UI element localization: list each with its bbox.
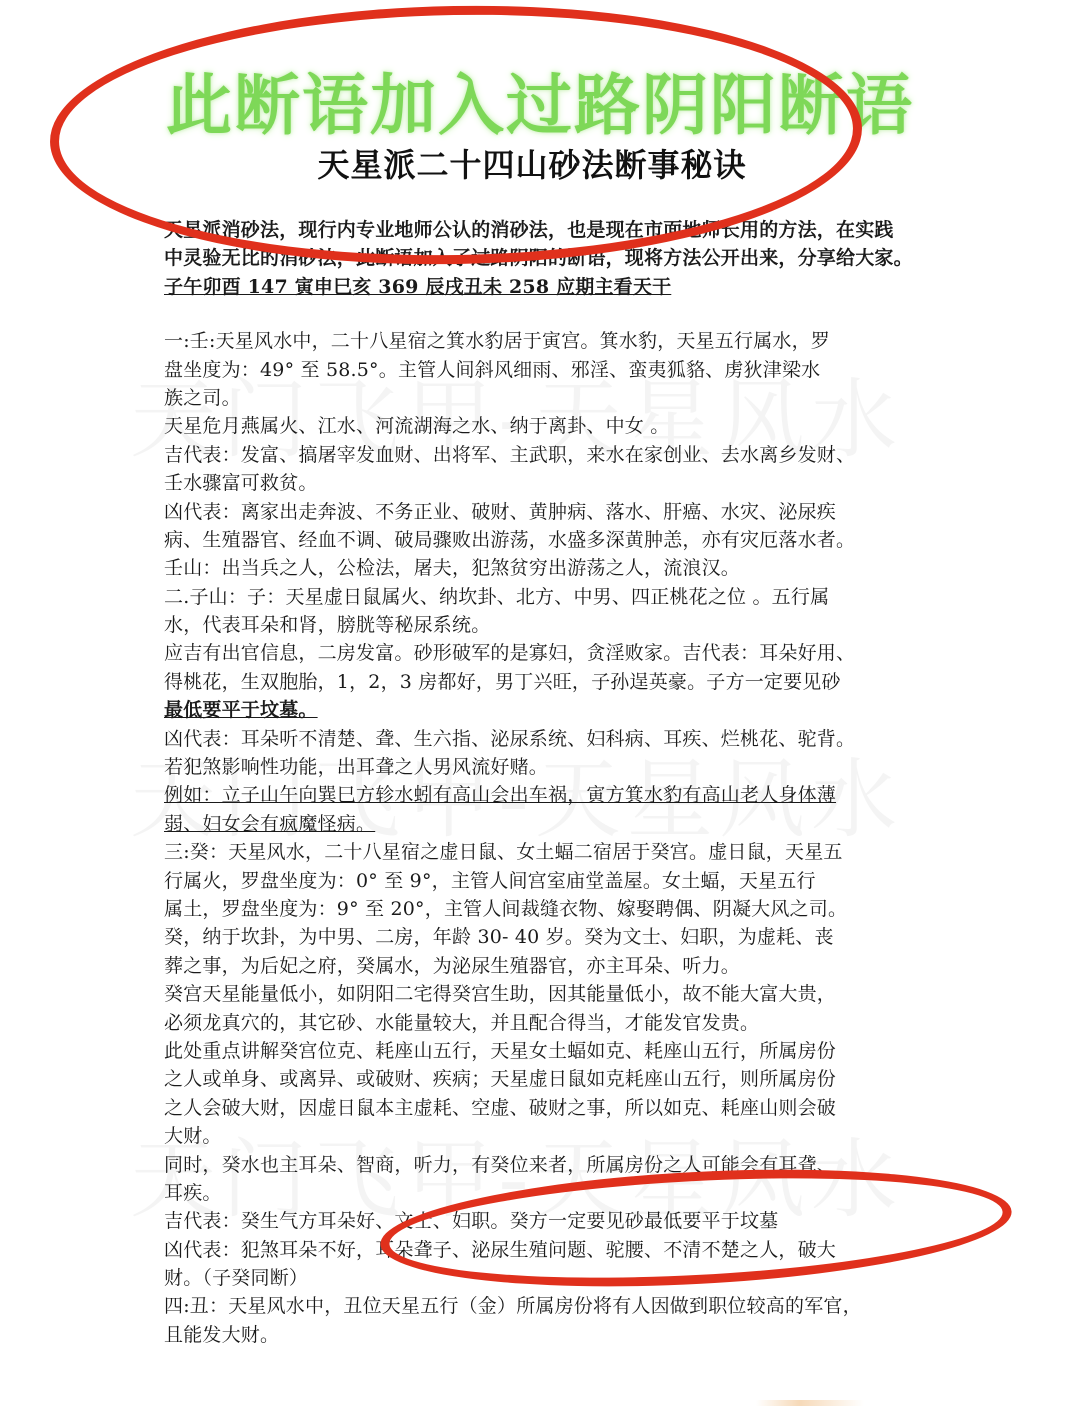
section-gui-line: 癸，纳于坎卦，为中男、二房，年龄 30- 40 岁。癸为文士、妇职，为虚耗、丧 xyxy=(164,926,834,949)
section-gui-line: 癸宫天星能量低小，如阴阳二宅得癸宫生助，因其能量低小，故不能大富大贵， xyxy=(164,983,837,1006)
section-gui-line: 属土，罗盘坐度为：9° 至 20°，主管人间裁缝衣物、嫁娶聘偶、阴凝大风之司。 xyxy=(164,897,848,920)
section-gui-line: 葬之事，为后妃之府，癸属水，为泌尿生殖器官，亦主耳朵、听力。 xyxy=(164,954,741,977)
intro-line: 子午卯酉 147 寅申巳亥 369 辰戌丑未 258 应期主看天干 xyxy=(164,275,672,298)
section-gui-line: 行属火，罗盘坐度为：0° 至 9°，主管人间宫室庙堂盖屋。女土蝠，天星五行 xyxy=(164,869,816,892)
section-zi-line: 若犯煞影响性功能，出耳聋之人男风流好赌。 xyxy=(164,756,549,779)
intro-line: 中灵验无比的消砂法，此断语加入了过路阴阳的断语，现将方法公开出来，分享给大家。 xyxy=(164,247,913,270)
section-gui-line: 耳疾。 xyxy=(164,1181,222,1204)
bottom-edge xyxy=(0,1400,1080,1406)
section-ren-line: 凶代表：离家出走奔波、不务正业、破财、黄肿病、落水、肝癌、水灾、泌尿疾 xyxy=(164,500,837,523)
section-ren-line: 病、生殖器官、经血不调、破局骤败出游荡，水盛多深黄肿恙，亦有灾厄落水者。 xyxy=(164,528,856,551)
section-zi-line: 二.子山：子：天星虚日鼠属火、纳坎卦、北方、中男、四正桃花之位 。五行属 xyxy=(164,585,830,608)
section-zi-line: 应吉有出官信息，二房发富。砂形破军的是寡妇，贪淫败家。吉代表：耳朵好用、 xyxy=(164,642,856,665)
section-gui-line: 之人会破大财，因虚日鼠本主虚耗、空虚、破财之事，所以如克、耗座山则会破 xyxy=(164,1096,837,1119)
section-ren-line: 族之司。 xyxy=(164,386,241,409)
section-ren-line: 天星危月燕属火、江水、河流湖海之水、纳于离卦、中女 。 xyxy=(164,415,670,438)
section-zi-line: 水，代表耳朵和肾，膀胱等秘尿系统。 xyxy=(164,614,491,637)
section-ren-line: 盘坐度为：49° 至 58.5°。主管人间斜风细雨、邪淫、蛮夷狐貉、虏狄津梁水 xyxy=(164,358,821,381)
section-zi-line: 得桃花，生双胞胎，1，2，3 房都好，男丁兴旺，子孙逞英豪。子方一定要见砂 xyxy=(164,670,841,693)
section-gui-line: 必须龙真穴的，其它砂、水能量较大，并且配合得当，才能发官发贵。 xyxy=(164,1011,760,1034)
section-gui-line: 吉代表：癸生气方耳朵好、文士、妇职。癸方一定要见砂最低要平于坟墓 xyxy=(164,1210,779,1233)
section-chou-line: 且能发大财。 xyxy=(164,1323,280,1346)
section-gui-line: 同时，癸水也主耳朵、智商，听力，有癸位来者，所属房份之人可能会有耳聋、 xyxy=(164,1153,837,1176)
section-ren-line: 壬水骤富可救贫。 xyxy=(164,472,318,495)
section-chou-line: 四:丑：天星风水中，丑位天星五行（金）所属房份将有人因做到职位较高的军官， xyxy=(164,1295,862,1318)
section-zi-line: 弱、妇女会有疯魔怪病。 xyxy=(164,812,376,835)
section-gui-line: 三:癸：天星风水，二十八星宿之虚日鼠、女土蝠二宿居于癸宫。虚日鼠，天星五 xyxy=(164,841,843,864)
section-zi-line: 凶代表：耳朵听不清楚、聋、生六指、泌尿系统、妇科病、耳疾、烂桃花、驼背。 xyxy=(164,727,856,750)
green-title: 此断语加入过路阴阳断语 xyxy=(166,67,914,144)
section-gui-line: 大财。 xyxy=(164,1125,222,1148)
section-gui-line: 之人或单身、或离异、或破财、疾病；天星虚日鼠如克耗座山五行，则所属房份 xyxy=(164,1068,837,1091)
section-ren-line: 吉代表：发富、搞屠宰发血财、出将军、主武职，来水在家创业、去水离乡发财、 xyxy=(164,443,856,466)
section-gui-line: 此处重点讲解癸宫位克、耗座山五行，天星女土蝠如克、耗座山五行，所属房份 xyxy=(164,1039,837,1062)
section-zi-line: 最低要平于坟墓。 xyxy=(164,699,318,722)
section-zi-line: 例如：立子山午向巽巳方轸水蚓有高山会出车祸，寅方箕水豹有高山老人身体薄 xyxy=(164,784,837,807)
section-ren-line: 一:壬:天星风水中，二十八星宿之箕水豹居于寅宫。箕水豹，天星五行属水，罗 xyxy=(164,330,831,353)
intro-line: 天星派消砂法，现行内专业地师公认的消砂法，也是现在市面地师长用的方法，在实践 xyxy=(164,219,894,241)
section-gui-line: 凶代表：犯煞耳朵不好，耳朵聋子、泌尿生殖问题、驼腰、不清不楚之人，破大 xyxy=(164,1238,837,1261)
section-ren-line: 壬山：出当兵之人，公检法，屠夫，犯煞贫穷出游荡之人，流浪汉。 xyxy=(164,557,741,580)
section-gui-line: 财。（子癸同断） xyxy=(164,1267,309,1290)
document-title: 天星派二十四山砂法断事秘诀 xyxy=(317,146,747,184)
document-body xyxy=(164,216,924,1349)
